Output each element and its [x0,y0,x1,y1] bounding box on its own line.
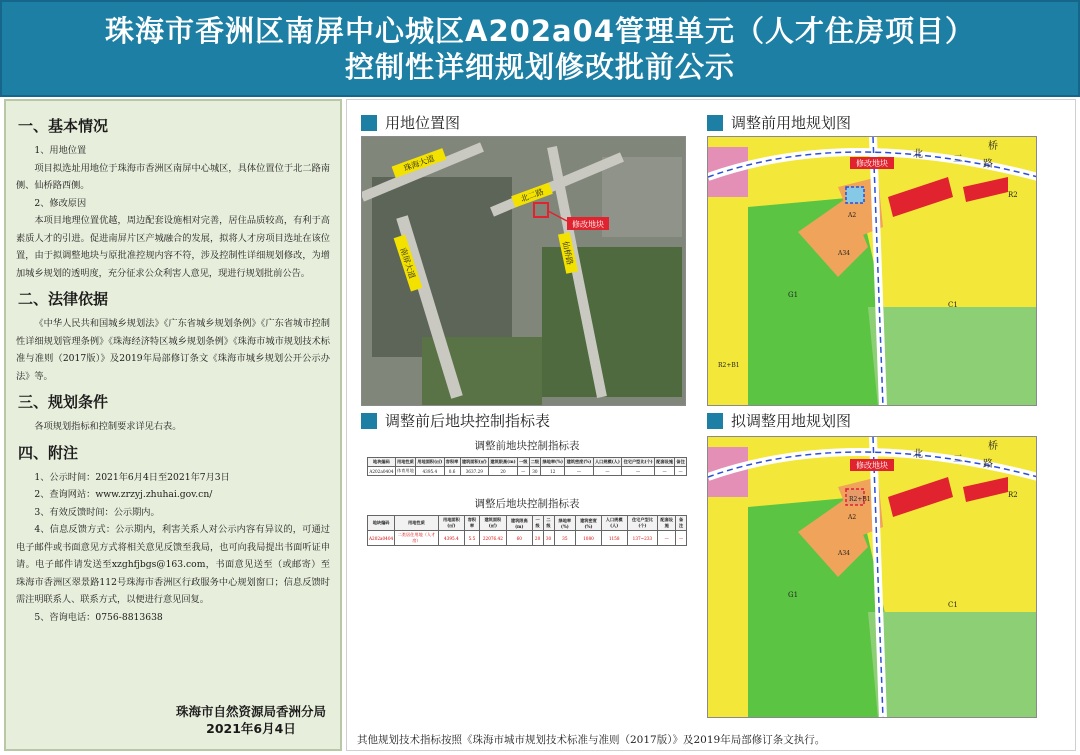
left-panel [4,99,342,751]
panel-title-after [707,410,851,431]
panel-title-before [707,112,851,133]
table-before-caption: 调整前地块控制指标表 [474,440,580,452]
section-title-conditions: 三、规划条件 [18,393,109,411]
svg-text:R2+B1: R2+B1 [718,362,740,369]
header-title-line1: 珠海市香洲区南屏中心城区A202a04管理单元（人才住房项目） [105,13,975,48]
notes-item-3: 3、有效反馈时间：公示期内。 [34,506,160,518]
svg-text:R2: R2 [1008,191,1018,199]
title-marker-icon [361,413,377,429]
location-map [361,136,686,406]
right-panel [346,99,1076,751]
conditions-para: 各项规划指标和控制要求详见右表。 [34,421,182,432]
svg-text:二: 二 [953,454,963,465]
svg-text:北: 北 [913,149,923,160]
legal-para: 《中华人民共和国城乡规划法》《广东省城乡规划条例》《广东省城市控制性详细规划管理条例》《珠海经济特区城乡规划条例》《珠海市城市规划技术标准与准则（2017版）》及2019年局部修订条文《珠海市城乡规划公开公示办法》等。 [16,318,330,382]
svg-text:R2+B1: R2+B1 [849,496,871,503]
page-header [0,0,1080,97]
svg-text:路: 路 [983,459,993,470]
notes-item-4: 4、信息反馈方式：公示期内，利害关系人对公示内容有异议的，可通过电子邮件或书面意见方式将相关意见反馈至我局，也可向我局提出书面听证申请。电子邮件请发送至xzghfjbgs@163.com，书面意见送至（或邮寄）至珠海市香洲区翠景路112号珠海市香洲区行政服务中心规划窗口；信息反馈时需注明联系人、联系方式，以便进行意见回复。 [16,524,330,605]
basic-para-2: 本项目地理位置优越，周边配套设施相对完善，居住品质较高，有利于高素质人才的引进。促进南屏片区产城融合的发展，拟将人才房项目选址在该位置，由于拟调整地块与原批准控规内容不符，涉及控制性详细规划修改，为增加城乡规划的透明度，充分征求公众利害人意见，现进行规划批前公告。 [16,215,330,279]
notes-item-5: 5、咨询电话：0756-8813638 [34,611,163,623]
table-header-row: 地块编码 用地性质 用地面积(㎡) 容积率 建筑面积(㎡) 建筑限高(m) 一级 二级 绿地率(%) 建筑密度(%) 人口规模(人) 住宅户型比(个) 配套设施 备注 [368,516,687,531]
svg-text:A34: A34 [838,250,850,257]
notes-item-2: 2、查询网站：www.zrzyj.zhuhai.gov.cn/ [34,489,213,500]
svg-text:A34: A34 [838,550,850,557]
svg-text:南屏大道: 南屏大道 [398,246,417,280]
title-marker-icon [707,413,723,429]
svg-text:仙桥路: 仙桥路 [560,240,575,266]
svg-text:珠海大道: 珠海大道 [402,153,436,174]
panel-title-after-text: 拟调整用地规划图 [731,412,852,430]
svg-text:北: 北 [913,449,923,460]
signature-org: 珠海市自然资源局香洲分局 [175,704,326,719]
plan-map-after [707,436,1037,718]
site-label-before: 修改地块 [856,159,888,168]
basic-item-2: 2、修改原因 [34,197,87,209]
header-title-line2: 控制性详细规划修改批前公示 [344,49,735,84]
svg-text:G1: G1 [788,291,799,299]
basic-para-1: 项目拟选址用地位于珠海市香洲区南屏中心城区，具体位置位于北二路南侧、仙桥路西侧。 [16,162,330,191]
svg-text:路: 路 [983,159,993,170]
signature-date: 2021年6月4日 [206,721,296,736]
panel-title-before-text: 调整前用地规划图 [731,114,852,132]
plan-map-before [707,136,1037,406]
section-title-notes: 四、附注 [18,443,79,462]
table-row: A202a0404 二类居住用地（人才房） 4395.4 5.5 22076.42 60 20 30 35 1080 1158 137~233 — — [368,531,687,546]
site-label-after: 修改地块 [856,461,888,470]
table-row: A202a0404 体育用地 4395.4 0.6 3637.29 20 — 30 12 — — — — — [368,467,687,476]
table-header-row: 地块编码 用地性质 用地面积(㎡) 容积率 建筑面积(㎡) 建筑限高(m) 一级 二级 绿地率(%) 建筑密度(%) 人口规模(人) 住宅户型比(个) 配套设施 备注 [368,458,687,467]
panel-title-location [361,112,460,133]
panel-title-tables-text: 调整前后地块控制指标表 [385,412,551,430]
svg-text:C1: C1 [948,301,958,309]
notes-item-1: 1、公示时间：2021年6月4日至2021年7月3日 [34,471,230,483]
svg-text:A2: A2 [848,514,857,521]
section-title-legal: 二、法律依据 [18,290,109,308]
signature-block [176,703,326,737]
svg-text:A2: A2 [848,212,857,219]
panel-title-location-text: 用地位置图 [385,114,461,132]
svg-text:桥: 桥 [988,141,998,152]
table-before [367,438,687,476]
footer-note: 其他规划技术指标按照《珠海市城市规划技术标准与准则（2017版）》及2019年局部修订条文执行。 [357,734,826,746]
title-marker-icon [361,115,377,131]
svg-text:C1: C1 [948,601,958,609]
title-marker-icon [707,115,723,131]
table-after-caption: 调整后地块控制指标表 [474,498,580,510]
panel-title-tables [361,410,550,431]
svg-text:R2: R2 [1008,491,1018,499]
svg-text:桥: 桥 [988,441,998,452]
basic-item-1: 1、用地位置 [34,145,87,156]
svg-text:二: 二 [953,154,963,165]
table-after [367,496,687,546]
section-title-basic: 一、基本情况 [18,117,109,135]
svg-text:北二路: 北二路 [519,187,545,204]
site-label: 修改地块 [572,220,604,229]
svg-text:G1: G1 [788,591,799,599]
